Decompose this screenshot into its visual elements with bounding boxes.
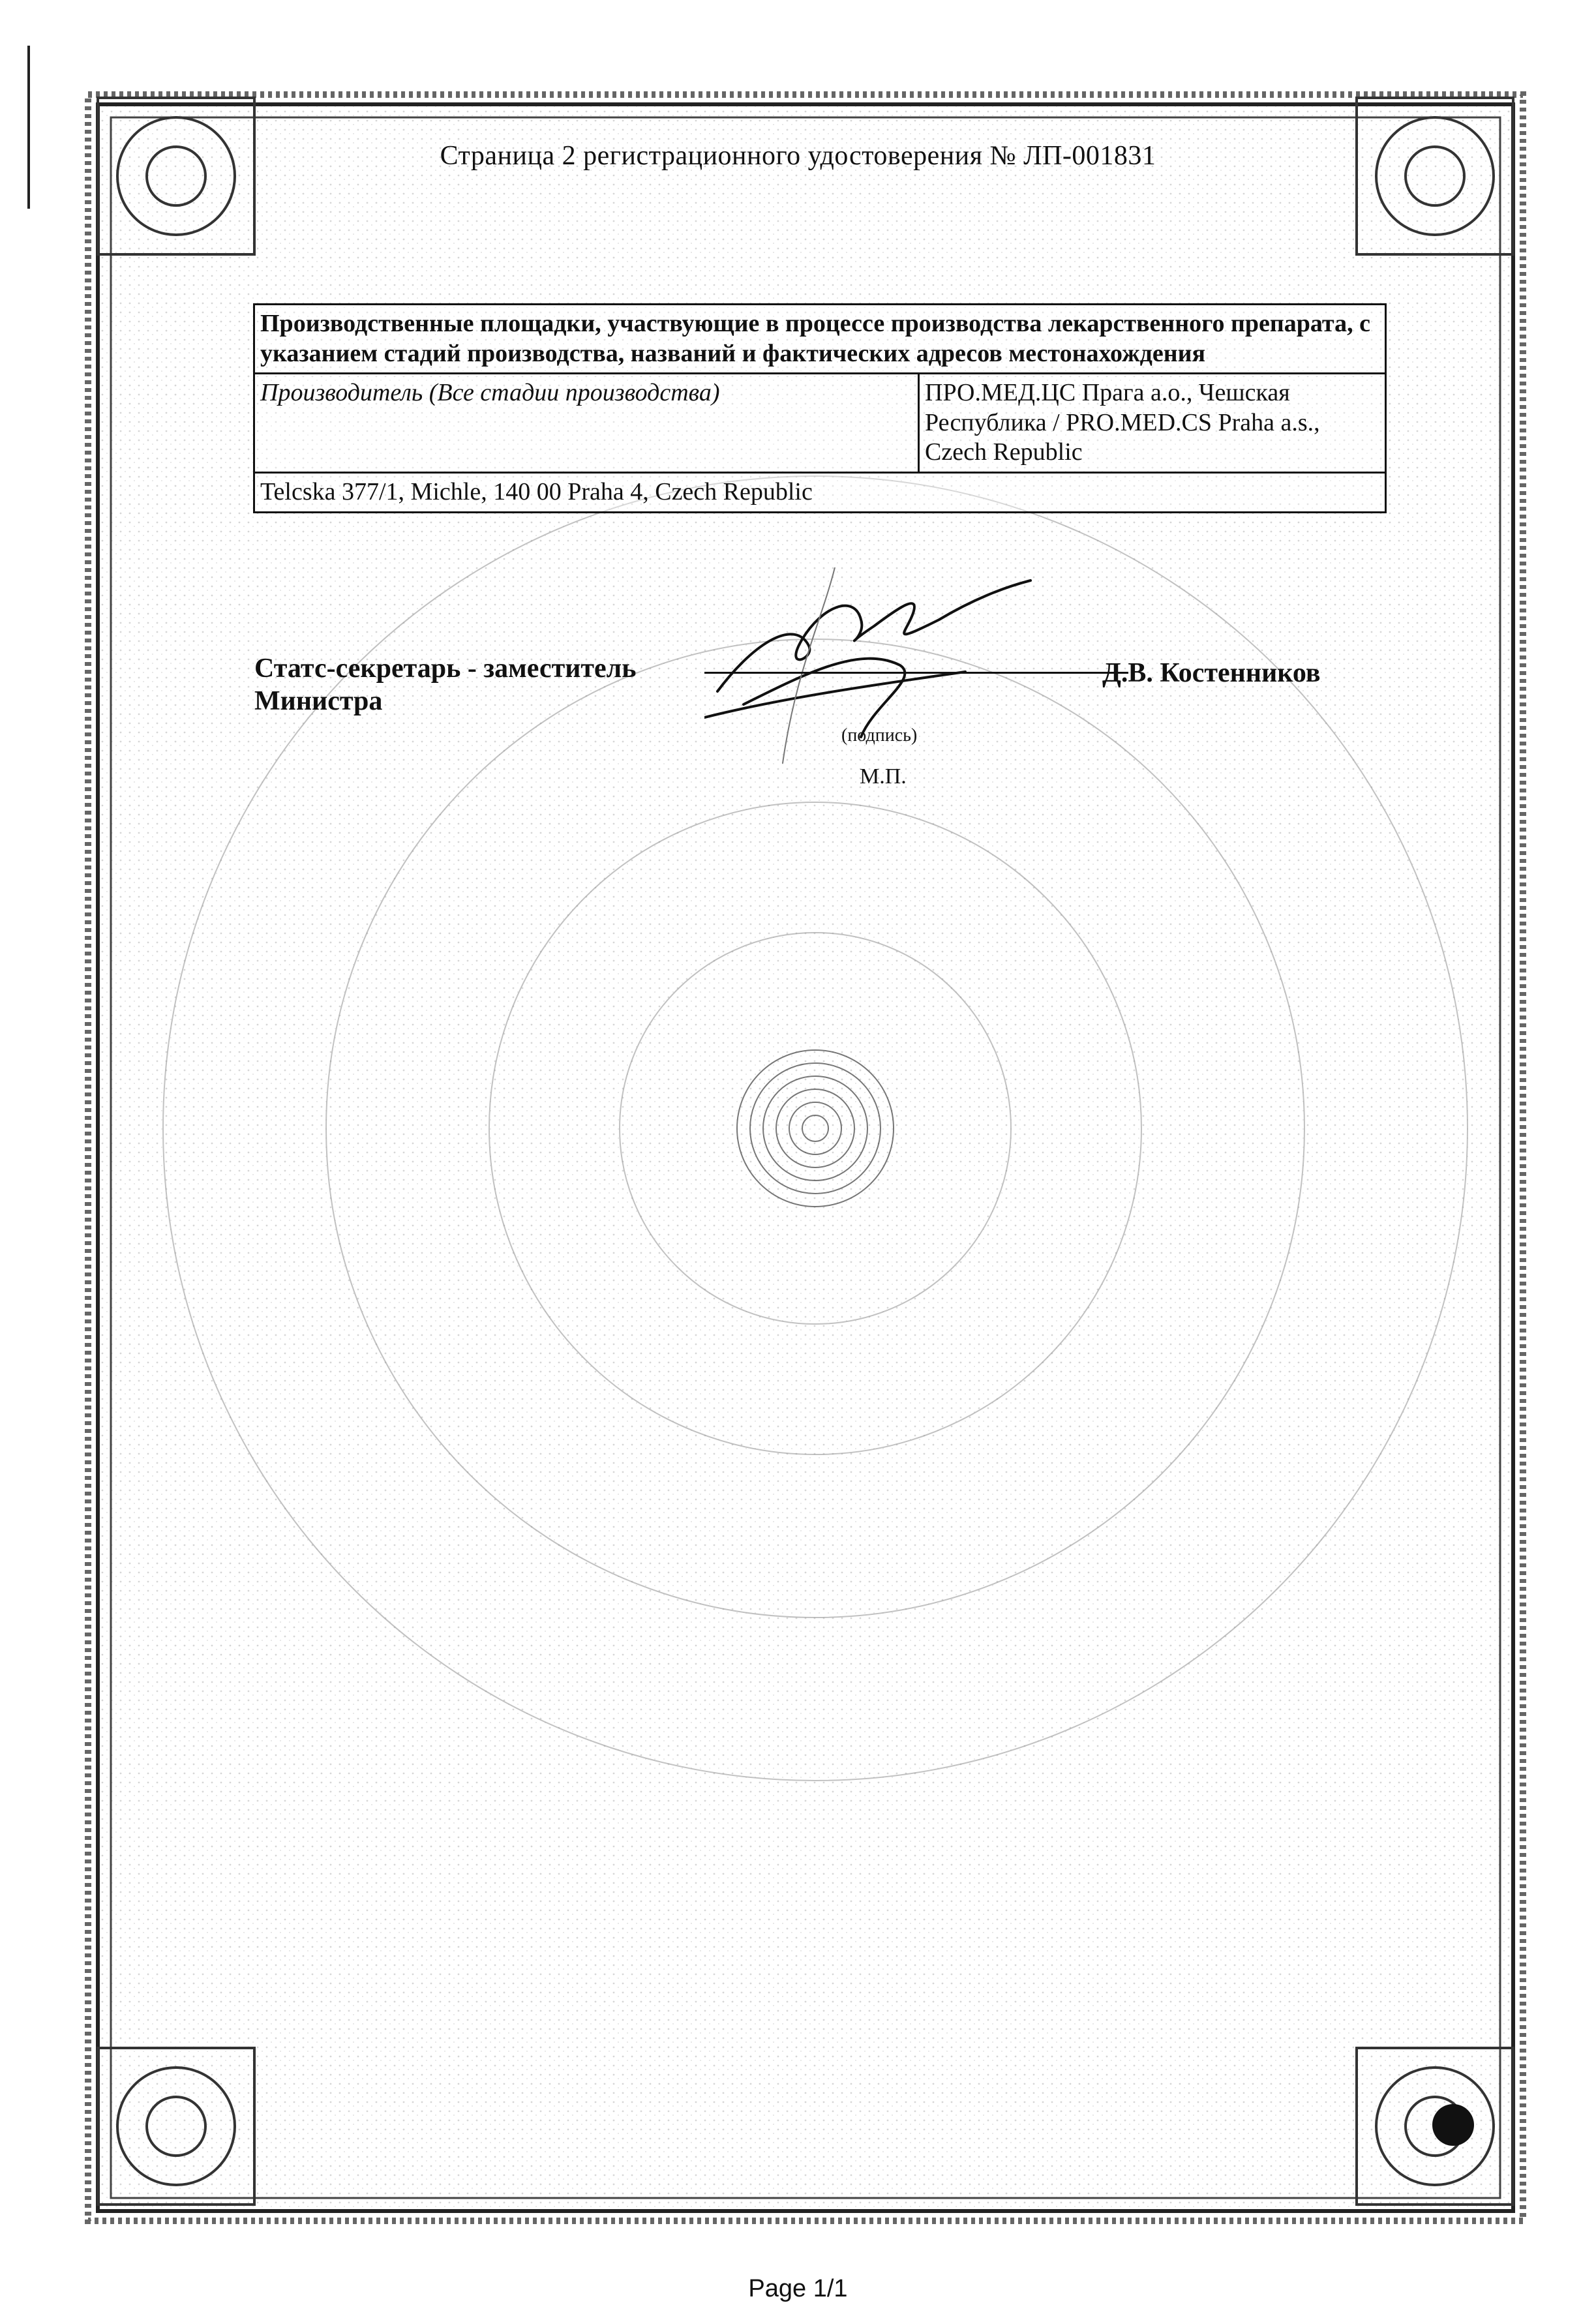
signatory-title-line1: Статс-секретарь - заместитель [254,654,637,684]
production-sites-table [253,303,1387,513]
signatory-name: Д.В. Костенников [1102,658,1321,688]
page-title: Страница 2 регистрационного удостоверения № ЛП-001831 [440,141,1156,171]
signatory-title-line2: Министра [254,686,383,717]
address-cell: Telcska 377/1, Michle, 140 00 Praha 4, Czech Republic [254,472,1386,512]
signature-line [704,672,1128,674]
manufacturer-cell: ПРО.МЕД.ЦС Прага а.о., Чешская Республика / PRO.MED.CS Praha a.s., Czech Republic [919,374,1386,473]
signature-caption: (подпись) [841,725,918,745]
page-number: Page 1/1 [748,2275,848,2302]
table-heading: Производственные площадки, участвующие в процессе производства лекарственного препарата, с указанием стадий производства, названий и фактических адресов местонахождения [254,305,1386,374]
seal-place-mark: М.П. [860,764,907,789]
table-row [254,305,1386,374]
scan-margin-mark [27,46,30,209]
table-row [254,472,1386,512]
production-stage-cell: Производитель (Все стадии производства) [254,374,919,473]
table-row [254,374,1386,473]
signatory-title [254,652,636,718]
